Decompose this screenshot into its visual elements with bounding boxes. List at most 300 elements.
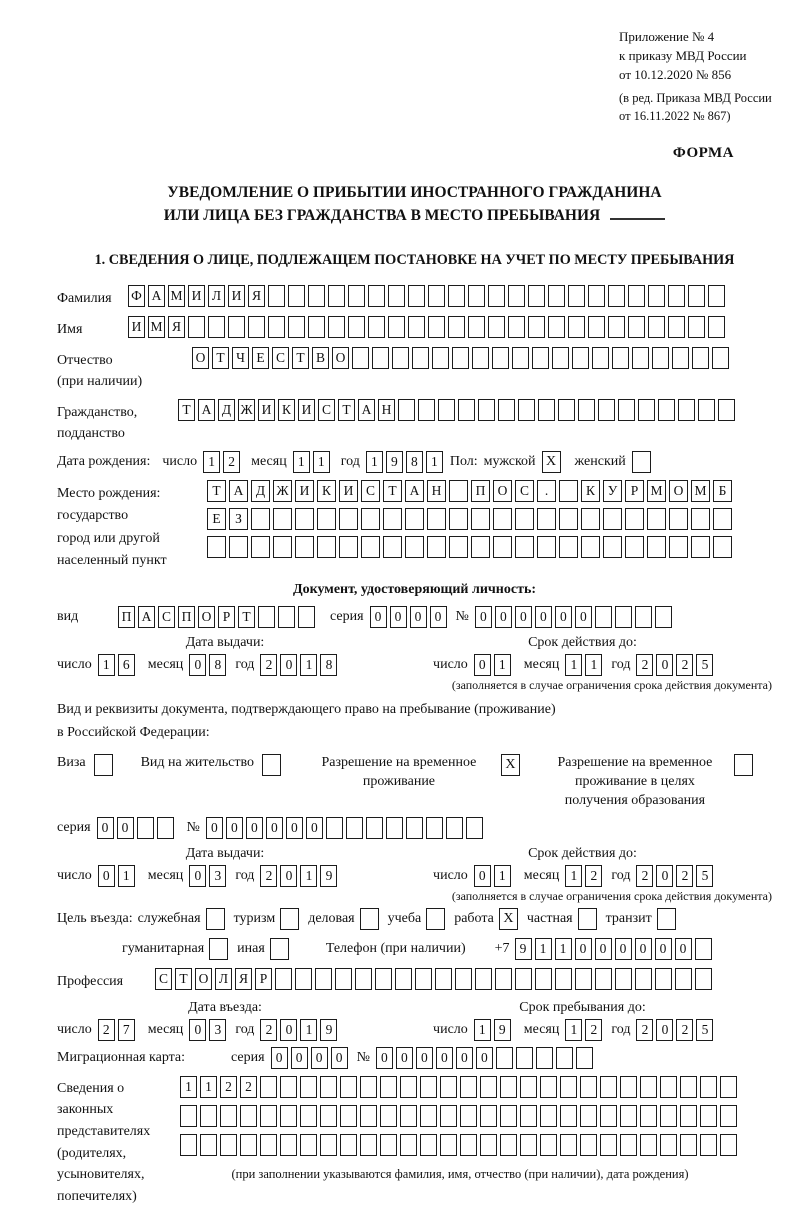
char-box[interactable]: 2 — [260, 654, 277, 676]
residence-issue-month-boxes[interactable] — [189, 865, 229, 887]
char-box[interactable]: 1 — [494, 654, 511, 676]
char-box[interactable] — [278, 606, 295, 628]
char-box[interactable] — [540, 1134, 557, 1156]
char-box[interactable]: 1 — [474, 1019, 491, 1041]
char-box[interactable] — [260, 1134, 277, 1156]
char-box[interactable] — [672, 347, 689, 369]
char-box[interactable] — [518, 399, 535, 421]
char-box[interactable] — [508, 285, 525, 307]
purpose-transit-checkbox[interactable] — [657, 908, 676, 930]
purpose-humanitarian-checkbox[interactable] — [209, 938, 228, 960]
char-box[interactable] — [268, 316, 285, 338]
id-kind-boxes[interactable] — [118, 606, 318, 628]
char-box[interactable] — [471, 508, 490, 530]
char-box[interactable]: А — [138, 606, 155, 628]
char-box[interactable]: 1 — [366, 451, 383, 473]
char-box[interactable] — [660, 1076, 677, 1098]
char-box[interactable] — [388, 285, 405, 307]
char-box[interactable] — [695, 938, 712, 960]
char-box[interactable] — [472, 347, 489, 369]
char-box[interactable] — [618, 399, 635, 421]
char-box[interactable]: 0 — [656, 865, 673, 887]
char-box[interactable]: 0 — [280, 1019, 297, 1041]
char-box[interactable] — [700, 1134, 717, 1156]
char-box[interactable] — [460, 1134, 477, 1156]
char-box[interactable] — [535, 968, 552, 990]
char-box[interactable] — [420, 1134, 437, 1156]
char-box[interactable] — [713, 536, 732, 558]
char-box[interactable] — [516, 1047, 533, 1069]
char-box[interactable]: 0 — [271, 1047, 288, 1069]
char-box[interactable] — [418, 399, 435, 421]
char-box[interactable] — [400, 1134, 417, 1156]
char-box[interactable]: 1 — [555, 938, 572, 960]
char-box[interactable]: Т — [207, 480, 226, 502]
char-box[interactable] — [415, 968, 432, 990]
char-box[interactable]: 9 — [386, 451, 403, 473]
char-box[interactable] — [595, 968, 612, 990]
char-box[interactable]: С — [272, 347, 289, 369]
char-box[interactable]: 2 — [260, 1019, 277, 1041]
char-box[interactable] — [660, 1134, 677, 1156]
char-box[interactable]: 0 — [97, 817, 114, 839]
char-box[interactable]: 0 — [436, 1047, 453, 1069]
char-box[interactable] — [496, 1047, 513, 1069]
char-box[interactable]: 0 — [575, 606, 592, 628]
char-box[interactable] — [640, 1105, 657, 1127]
char-box[interactable]: О — [198, 606, 215, 628]
id-series-boxes[interactable] — [370, 606, 450, 628]
purpose-tourism-checkbox[interactable] — [280, 908, 299, 930]
char-box[interactable]: 0 — [226, 817, 243, 839]
char-box[interactable]: З — [229, 508, 248, 530]
char-box[interactable]: К — [317, 480, 336, 502]
char-box[interactable]: И — [339, 480, 358, 502]
char-box[interactable] — [248, 316, 265, 338]
char-box[interactable] — [615, 606, 632, 628]
char-box[interactable]: К — [581, 480, 600, 502]
char-box[interactable]: О — [332, 347, 349, 369]
char-box[interactable] — [157, 817, 174, 839]
char-box[interactable] — [260, 1076, 277, 1098]
char-box[interactable]: Т — [338, 399, 355, 421]
char-box[interactable] — [280, 1105, 297, 1127]
char-box[interactable] — [440, 1076, 457, 1098]
char-box[interactable] — [449, 508, 468, 530]
char-box[interactable] — [572, 347, 589, 369]
char-box[interactable]: Н — [378, 399, 395, 421]
char-box[interactable]: 0 — [117, 817, 134, 839]
char-box[interactable]: Т — [292, 347, 309, 369]
char-box[interactable] — [280, 1134, 297, 1156]
char-box[interactable] — [405, 508, 424, 530]
char-box[interactable] — [335, 968, 352, 990]
char-box[interactable] — [320, 1105, 337, 1127]
char-box[interactable] — [720, 1105, 737, 1127]
char-box[interactable] — [692, 347, 709, 369]
char-box[interactable] — [548, 316, 565, 338]
birth-day-boxes[interactable] — [203, 451, 243, 473]
char-box[interactable]: 7 — [118, 1019, 135, 1041]
id-number-boxes[interactable] — [475, 606, 675, 628]
char-box[interactable]: 0 — [430, 606, 447, 628]
char-box[interactable]: А — [229, 480, 248, 502]
char-box[interactable] — [608, 316, 625, 338]
char-box[interactable]: И — [295, 480, 314, 502]
char-box[interactable]: 6 — [118, 654, 135, 676]
char-box[interactable]: 0 — [416, 1047, 433, 1069]
char-box[interactable] — [552, 347, 569, 369]
char-box[interactable] — [660, 1105, 677, 1127]
char-box[interactable] — [468, 285, 485, 307]
citizenship-boxes[interactable] — [178, 399, 738, 421]
char-box[interactable]: 1 — [585, 654, 602, 676]
char-box[interactable]: 2 — [636, 865, 653, 887]
char-box[interactable] — [628, 316, 645, 338]
char-box[interactable] — [669, 536, 688, 558]
char-box[interactable]: . — [537, 480, 556, 502]
char-box[interactable] — [528, 285, 545, 307]
id-issue-day-boxes[interactable] — [98, 654, 138, 676]
char-box[interactable] — [400, 1076, 417, 1098]
char-box[interactable]: М — [168, 285, 185, 307]
char-box[interactable]: К — [278, 399, 295, 421]
char-box[interactable] — [380, 1105, 397, 1127]
char-box[interactable]: О — [192, 347, 209, 369]
char-box[interactable]: Д — [218, 399, 235, 421]
birth-place-boxes-row3[interactable] — [207, 536, 735, 558]
char-box[interactable] — [440, 1134, 457, 1156]
char-box[interactable] — [520, 1105, 537, 1127]
char-box[interactable] — [361, 536, 380, 558]
char-box[interactable] — [638, 399, 655, 421]
char-box[interactable] — [408, 285, 425, 307]
char-box[interactable]: 0 — [476, 1047, 493, 1069]
purpose-business-checkbox[interactable] — [360, 908, 379, 930]
char-box[interactable] — [480, 1076, 497, 1098]
char-box[interactable] — [600, 1076, 617, 1098]
char-box[interactable] — [220, 1134, 237, 1156]
char-box[interactable] — [340, 1076, 357, 1098]
entry-month-boxes[interactable] — [189, 1019, 229, 1041]
char-box[interactable] — [466, 817, 483, 839]
char-box[interactable] — [317, 536, 336, 558]
char-box[interactable] — [652, 347, 669, 369]
sex-male-checkbox[interactable]: X — [542, 451, 561, 473]
id-issue-month-boxes[interactable] — [189, 654, 229, 676]
char-box[interactable] — [449, 536, 468, 558]
char-box[interactable]: 0 — [410, 606, 427, 628]
stay-day-boxes[interactable] — [474, 1019, 514, 1041]
char-box[interactable] — [580, 1134, 597, 1156]
char-box[interactable] — [326, 817, 343, 839]
char-box[interactable] — [449, 480, 468, 502]
char-box[interactable] — [366, 817, 383, 839]
char-box[interactable]: А — [148, 285, 165, 307]
char-box[interactable] — [180, 1105, 197, 1127]
char-box[interactable] — [688, 285, 705, 307]
char-box[interactable] — [498, 399, 515, 421]
char-box[interactable]: 0 — [396, 1047, 413, 1069]
char-box[interactable] — [713, 508, 732, 530]
char-box[interactable] — [288, 316, 305, 338]
char-box[interactable]: 8 — [209, 654, 226, 676]
residence-issue-day-boxes[interactable] — [98, 865, 138, 887]
char-box[interactable] — [412, 347, 429, 369]
birth-year-boxes[interactable] — [366, 451, 446, 473]
char-box[interactable] — [536, 1047, 553, 1069]
char-box[interactable] — [708, 285, 725, 307]
char-box[interactable]: Т — [212, 347, 229, 369]
char-box[interactable] — [658, 399, 675, 421]
char-box[interactable] — [568, 285, 585, 307]
char-box[interactable] — [440, 1105, 457, 1127]
char-box[interactable] — [372, 347, 389, 369]
char-box[interactable] — [468, 316, 485, 338]
char-box[interactable] — [426, 817, 443, 839]
char-box[interactable]: 1 — [494, 865, 511, 887]
visa-checkbox[interactable] — [94, 754, 113, 776]
char-box[interactable] — [435, 968, 452, 990]
char-box[interactable] — [448, 316, 465, 338]
char-box[interactable]: П — [471, 480, 490, 502]
residence-series-boxes[interactable] — [97, 817, 177, 839]
char-box[interactable] — [240, 1134, 257, 1156]
representatives-boxes-row3[interactable] — [180, 1134, 740, 1156]
char-box[interactable]: И — [128, 316, 145, 338]
char-box[interactable] — [383, 536, 402, 558]
char-box[interactable]: С — [515, 480, 534, 502]
char-box[interactable]: П — [178, 606, 195, 628]
char-box[interactable]: 0 — [311, 1047, 328, 1069]
char-box[interactable] — [581, 536, 600, 558]
char-box[interactable] — [317, 508, 336, 530]
char-box[interactable]: 2 — [676, 865, 693, 887]
char-box[interactable]: 1 — [535, 938, 552, 960]
char-box[interactable] — [625, 508, 644, 530]
char-box[interactable] — [480, 1134, 497, 1156]
residence-valid-month-boxes[interactable] — [565, 865, 605, 887]
purpose-study-checkbox[interactable] — [426, 908, 445, 930]
char-box[interactable] — [680, 1134, 697, 1156]
char-box[interactable] — [295, 968, 312, 990]
sex-female-checkbox[interactable] — [632, 451, 651, 473]
id-valid-day-boxes[interactable] — [474, 654, 514, 676]
char-box[interactable]: А — [405, 480, 424, 502]
char-box[interactable]: С — [361, 480, 380, 502]
char-box[interactable] — [298, 606, 315, 628]
purpose-work-checkbox[interactable]: X — [499, 908, 518, 930]
char-box[interactable] — [718, 399, 735, 421]
char-box[interactable]: 0 — [246, 817, 263, 839]
char-box[interactable]: 0 — [280, 865, 297, 887]
char-box[interactable]: Л — [208, 285, 225, 307]
char-box[interactable] — [295, 508, 314, 530]
char-box[interactable]: 1 — [565, 865, 582, 887]
temp-residence-education-checkbox[interactable] — [734, 754, 753, 776]
char-box[interactable] — [273, 536, 292, 558]
char-box[interactable] — [592, 347, 609, 369]
char-box[interactable] — [348, 316, 365, 338]
char-box[interactable] — [427, 536, 446, 558]
char-box[interactable] — [137, 817, 154, 839]
char-box[interactable]: 0 — [595, 938, 612, 960]
char-box[interactable]: Б — [713, 480, 732, 502]
entry-year-boxes[interactable] — [260, 1019, 340, 1041]
char-box[interactable] — [460, 1105, 477, 1127]
char-box[interactable] — [488, 285, 505, 307]
char-box[interactable]: Т — [175, 968, 192, 990]
char-box[interactable] — [538, 399, 555, 421]
birth-place-boxes-row1[interactable] — [207, 480, 735, 502]
char-box[interactable] — [251, 536, 270, 558]
char-box[interactable]: 1 — [426, 451, 443, 473]
char-box[interactable]: 0 — [206, 817, 223, 839]
migration-number-boxes[interactable] — [376, 1047, 596, 1069]
surname-boxes[interactable] — [128, 285, 728, 307]
char-box[interactable] — [559, 480, 578, 502]
char-box[interactable]: Я — [235, 968, 252, 990]
char-box[interactable]: 2 — [636, 1019, 653, 1041]
profession-boxes[interactable] — [155, 968, 715, 990]
char-box[interactable] — [300, 1076, 317, 1098]
char-box[interactable]: 0 — [189, 865, 206, 887]
char-box[interactable]: 2 — [223, 451, 240, 473]
char-box[interactable] — [220, 1105, 237, 1127]
char-box[interactable]: 9 — [515, 938, 532, 960]
residence-valid-year-boxes[interactable] — [636, 865, 716, 887]
char-box[interactable] — [576, 1047, 593, 1069]
stay-month-boxes[interactable] — [565, 1019, 605, 1041]
char-box[interactable] — [537, 508, 556, 530]
char-box[interactable] — [720, 1134, 737, 1156]
char-box[interactable] — [655, 606, 672, 628]
char-box[interactable] — [556, 1047, 573, 1069]
char-box[interactable]: И — [258, 399, 275, 421]
char-box[interactable] — [647, 508, 666, 530]
char-box[interactable]: 1 — [313, 451, 330, 473]
char-box[interactable] — [698, 399, 715, 421]
char-box[interactable] — [406, 817, 423, 839]
char-box[interactable] — [493, 508, 512, 530]
char-box[interactable]: Т — [178, 399, 195, 421]
char-box[interactable]: Р — [218, 606, 235, 628]
char-box[interactable] — [640, 1076, 657, 1098]
char-box[interactable]: 0 — [475, 606, 492, 628]
char-box[interactable] — [475, 968, 492, 990]
char-box[interactable] — [648, 285, 665, 307]
char-box[interactable]: 0 — [98, 865, 115, 887]
char-box[interactable] — [600, 1105, 617, 1127]
representatives-boxes-row2[interactable] — [180, 1105, 740, 1127]
char-box[interactable] — [493, 536, 512, 558]
char-box[interactable] — [612, 347, 629, 369]
representatives-boxes-row1[interactable] — [180, 1076, 740, 1098]
char-box[interactable] — [308, 285, 325, 307]
char-box[interactable]: 1 — [565, 654, 582, 676]
char-box[interactable] — [492, 347, 509, 369]
char-box[interactable] — [360, 1134, 377, 1156]
char-box[interactable]: Р — [625, 480, 644, 502]
char-box[interactable]: М — [647, 480, 666, 502]
char-box[interactable]: 0 — [555, 606, 572, 628]
char-box[interactable] — [620, 1076, 637, 1098]
temp-residence-checkbox[interactable]: X — [501, 754, 520, 776]
char-box[interactable] — [500, 1134, 517, 1156]
char-box[interactable] — [512, 347, 529, 369]
char-box[interactable] — [575, 968, 592, 990]
char-box[interactable]: 0 — [535, 606, 552, 628]
char-box[interactable] — [346, 817, 363, 839]
char-box[interactable] — [368, 285, 385, 307]
char-box[interactable] — [581, 508, 600, 530]
char-box[interactable] — [340, 1105, 357, 1127]
char-box[interactable] — [427, 508, 446, 530]
char-box[interactable] — [625, 536, 644, 558]
char-box[interactable] — [300, 1134, 317, 1156]
char-box[interactable]: 2 — [98, 1019, 115, 1041]
char-box[interactable] — [620, 1105, 637, 1127]
char-box[interactable] — [361, 508, 380, 530]
char-box[interactable] — [380, 1134, 397, 1156]
char-box[interactable]: 0 — [656, 654, 673, 676]
char-box[interactable]: О — [669, 480, 688, 502]
char-box[interactable]: 8 — [406, 451, 423, 473]
char-box[interactable]: 0 — [376, 1047, 393, 1069]
char-box[interactable]: Е — [252, 347, 269, 369]
char-box[interactable] — [700, 1105, 717, 1127]
char-box[interactable]: 0 — [291, 1047, 308, 1069]
char-box[interactable] — [488, 316, 505, 338]
char-box[interactable]: 1 — [180, 1076, 197, 1098]
char-box[interactable]: Н — [427, 480, 446, 502]
char-box[interactable]: С — [318, 399, 335, 421]
char-box[interactable] — [540, 1076, 557, 1098]
char-box[interactable]: О — [195, 968, 212, 990]
char-box[interactable] — [268, 285, 285, 307]
char-box[interactable] — [632, 347, 649, 369]
char-box[interactable]: 8 — [320, 654, 337, 676]
char-box[interactable] — [386, 817, 403, 839]
char-box[interactable] — [648, 316, 665, 338]
char-box[interactable]: 2 — [220, 1076, 237, 1098]
char-box[interactable] — [240, 1105, 257, 1127]
char-box[interactable] — [515, 508, 534, 530]
char-box[interactable] — [380, 1076, 397, 1098]
char-box[interactable] — [348, 285, 365, 307]
char-box[interactable]: 2 — [585, 1019, 602, 1041]
char-box[interactable] — [300, 1105, 317, 1127]
residence-issue-year-boxes[interactable] — [260, 865, 340, 887]
char-box[interactable] — [608, 285, 625, 307]
char-box[interactable]: 0 — [495, 606, 512, 628]
char-box[interactable]: 0 — [575, 938, 592, 960]
char-box[interactable] — [200, 1105, 217, 1127]
char-box[interactable]: Л — [215, 968, 232, 990]
char-box[interactable]: 9 — [320, 1019, 337, 1041]
char-box[interactable] — [420, 1076, 437, 1098]
char-box[interactable] — [360, 1076, 377, 1098]
char-box[interactable] — [207, 536, 226, 558]
char-box[interactable] — [560, 1105, 577, 1127]
char-box[interactable] — [640, 1134, 657, 1156]
char-box[interactable]: Ч — [232, 347, 249, 369]
char-box[interactable] — [708, 316, 725, 338]
char-box[interactable]: Ф — [128, 285, 145, 307]
char-box[interactable] — [528, 316, 545, 338]
char-box[interactable] — [558, 399, 575, 421]
char-box[interactable]: 1 — [300, 654, 317, 676]
